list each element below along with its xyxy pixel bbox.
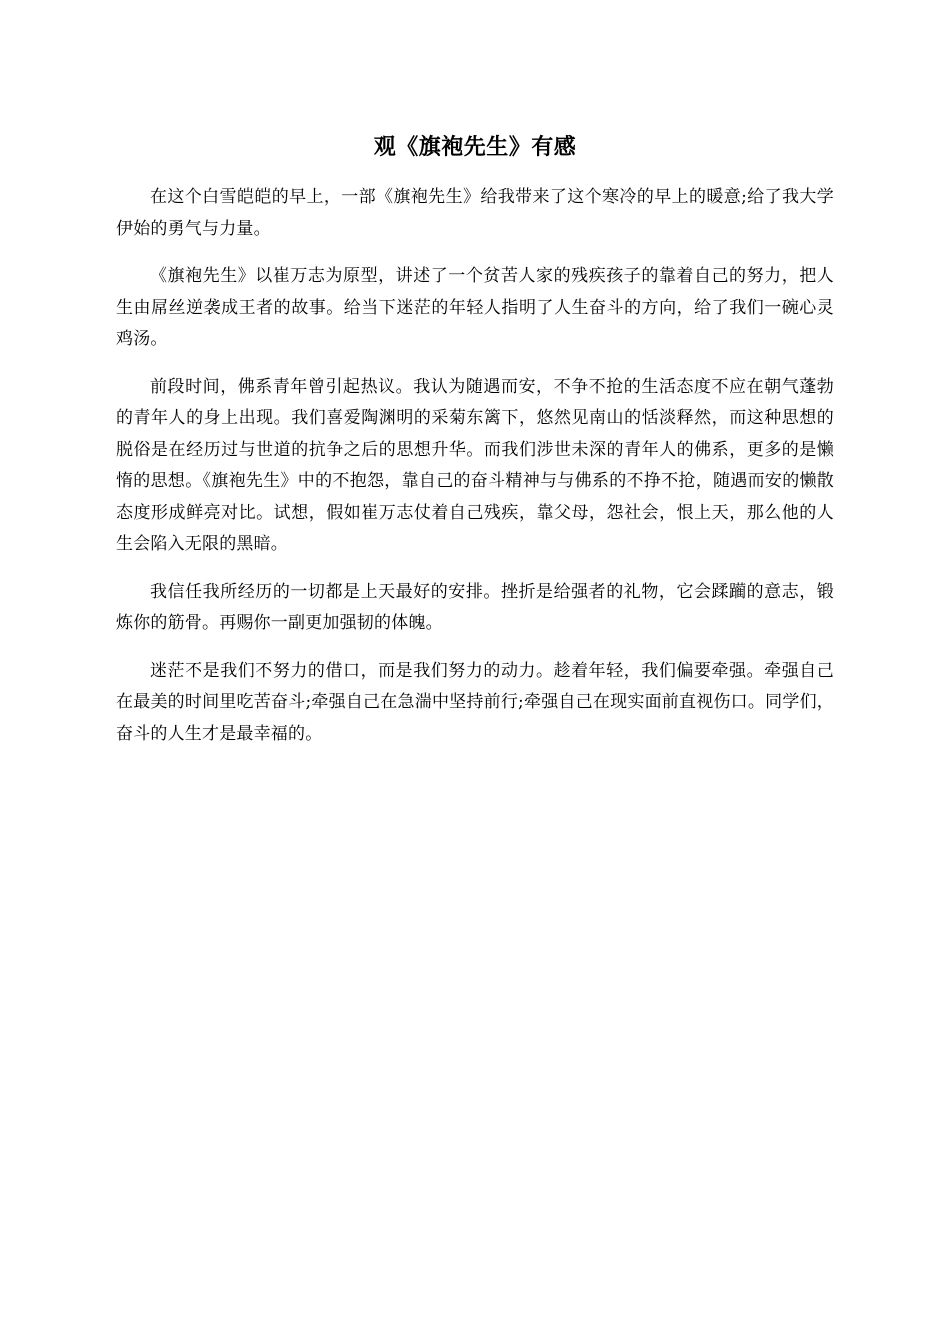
paragraph-5: 迷茫不是我们不努力的借口，而是我们努力的动力。趁着年轻，我们偏要牵强。牵强自己在最美的时间里吃苦奋斗;牵强自己在急湍中坚持前行;牵强自己在现实面前直视伤口。同学们，奋斗的人生才是最幸福的。 bbox=[116, 660, 834, 744]
paragraph-4: 我信任我所经历的一切都是上天最好的安排。挫折是给强者的礼物，它会蹂躏的意志，锻炼你的筋骨。再赐你一副更加强韧的体魄。 bbox=[116, 581, 834, 633]
document-body bbox=[116, 182, 834, 766]
paragraph-1: 在这个白雪皑皑的早上，一部《旗袍先生》给我带来了这个寒冷的早上的暖意;给了我大学伊始的勇气与力量。 bbox=[116, 187, 834, 239]
document-title: 观《旗袍先生》有感 bbox=[373, 134, 577, 160]
paragraph-2: 《旗袍先生》以崔万志为原型，讲述了一个贫苦人家的残疾孩子的靠着自己的努力，把人生由屌丝逆袭成王者的故事。给当下迷茫的年轻人指明了人生奋斗的方向，给了我们一碗心灵鸡汤。 bbox=[116, 266, 834, 349]
paragraph-3: 前段时间，佛系青年曾引起热议。我认为随遇而安，不争不抢的生活态度不应在朝气蓬勃的青年人的身上出现。我们喜爱陶渊明的采菊东篱下，悠然见南山的恬淡释然，而这种思想的脱俗是在经历过与世道的抗争之后的思想升华。而我们涉世未深的青年人的佛系，更多的是懒惰的思想。《旗袍先生》中的不抱怨，靠自己的奋斗精神与与佛系的不挣不抢，随遇而安的懒散态度形成鲜亮对比。试想，假如崔万志仗着自己残疾，靠父母，怨社会，恨上天，那么他的人生会陷入无限的黑暗。 bbox=[116, 376, 834, 554]
